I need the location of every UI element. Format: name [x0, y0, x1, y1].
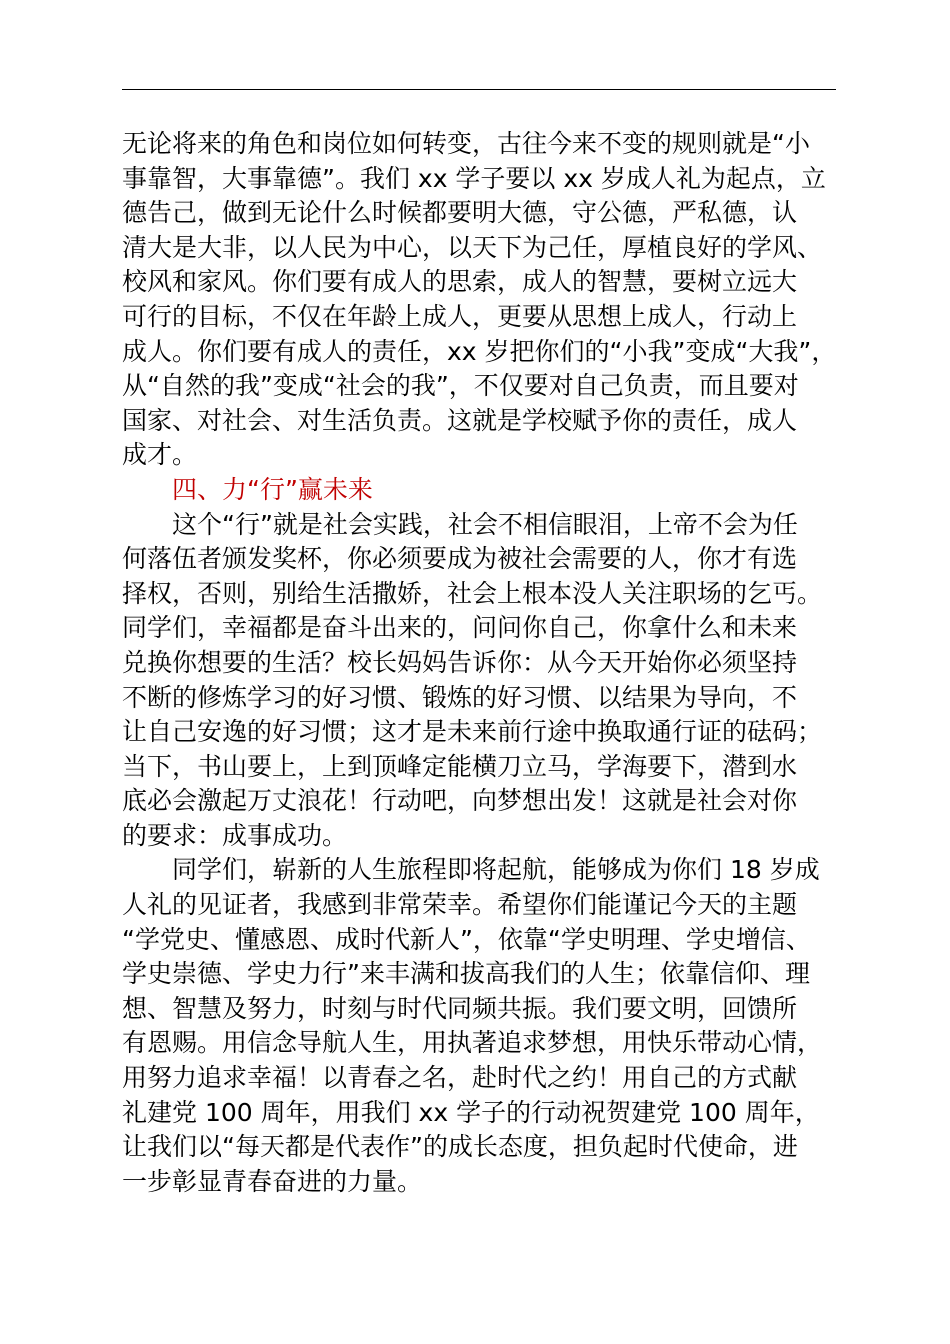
section-heading-text: 四、力“行”赢未来 [172, 474, 373, 504]
text-line: 这个“行”就是社会实践，社会不相信眼泪，上帝不会为任 [172, 509, 798, 539]
text-line: “学党史、懂感恩、成时代新人”，依靠“学史明理、学史增信、 [122, 924, 811, 954]
text-line: 让自己安逸的好习惯；这才是未来前行途中换取通行证的砝码； [122, 717, 823, 747]
text-line: 校风和家风。你们要有成人的思索，成人的智慧，要树立远大 [122, 267, 798, 297]
text-line: 清大是大非，以人民为中心，以天下为己任，厚植良好的学风、 [122, 232, 823, 262]
text-line: 学史崇德、学史力行”来丰满和拔高我们的人生；依靠信仰、理 [122, 959, 810, 989]
section-heading [122, 473, 842, 508]
text-line: 成人。你们要有成人的责任，xx 岁把你们的“小我”变成“大我”， [122, 336, 837, 366]
paragraph-closing [122, 853, 842, 1199]
text-line: 同学们，幸福都是奋斗出来的，问问你自己，你拿什么和未来 [122, 613, 798, 643]
text-line: 可行的目标，不仅在年龄上成人，更要从思想上成人，行动上 [122, 301, 798, 331]
text-line: 同学们，崭新的人生旅程即将起航，能够成为你们 18 岁成 [172, 855, 820, 885]
text-line: 人礼的见证者，我感到非常荣幸。希望你们能谨记今天的主题 [122, 890, 798, 920]
paragraph-action [122, 508, 842, 854]
text-line: 择权，否则，别给生活撒娇，社会上根本没人关注职场的乞丐。 [122, 578, 823, 608]
text-line: 何落伍者颁发奖杯，你必须要成为被社会需要的人，你才有选 [122, 544, 798, 574]
text-line: 事靠智，大事靠德”。我们 xx 学子要以 xx 岁成人礼为起点，立 [122, 163, 826, 193]
text-line: 礼建党 100 周年，用我们 xx 学子的行动祝贺建党 100 周年， [122, 1097, 820, 1127]
paragraph-responsibility [122, 127, 842, 473]
text-line: 成才。 [122, 440, 198, 470]
text-line: 想、智慧及努力，时刻与时代同频共振。我们要文明，回馈所 [122, 993, 798, 1023]
text-line: 让我们以“每天都是代表作”的成长态度，担负起时代使命，进 [122, 1132, 798, 1162]
text-line: 底必会激起万丈浪花！行动吧，向梦想出发！这就是社会对你 [122, 786, 798, 816]
header-rule [122, 89, 836, 90]
text-line: 用努力追求幸福！以青春之名，赴时代之约！用自己的方式献 [122, 1063, 798, 1093]
text-line: 有恩赐。用信念导航人生，用执著追求梦想，用快乐带动心情， [122, 1028, 823, 1058]
text-line: 当下，书山要上，上到顶峰定能横刀立马，学海要下，潜到水 [122, 751, 798, 781]
document-body [122, 127, 842, 1199]
text-line: 的要求：成事成功。 [122, 820, 348, 850]
text-line: 德告己，做到无论什么时候都要明大德，守公德，严私德，认 [122, 198, 798, 228]
text-line: 国家、对社会、对生活负责。这就是学校赋予你的责任，成人 [122, 405, 798, 435]
text-line: 无论将来的角色和岗位如何转变，古往今来不变的规则就是“小 [122, 129, 810, 158]
text-line: 从“自然的我”变成“社会的我”，不仅要对自己负责，而且要对 [122, 371, 799, 401]
text-line: 一步彰显青春奋进的力量。 [122, 1166, 423, 1196]
text-line: 不断的修炼学习的好习惯、锻炼的好习惯、以结果为导向，不 [122, 682, 798, 712]
text-line: 兑换你想要的生活？校长妈妈告诉你：从今天开始你必须坚持 [122, 647, 798, 677]
